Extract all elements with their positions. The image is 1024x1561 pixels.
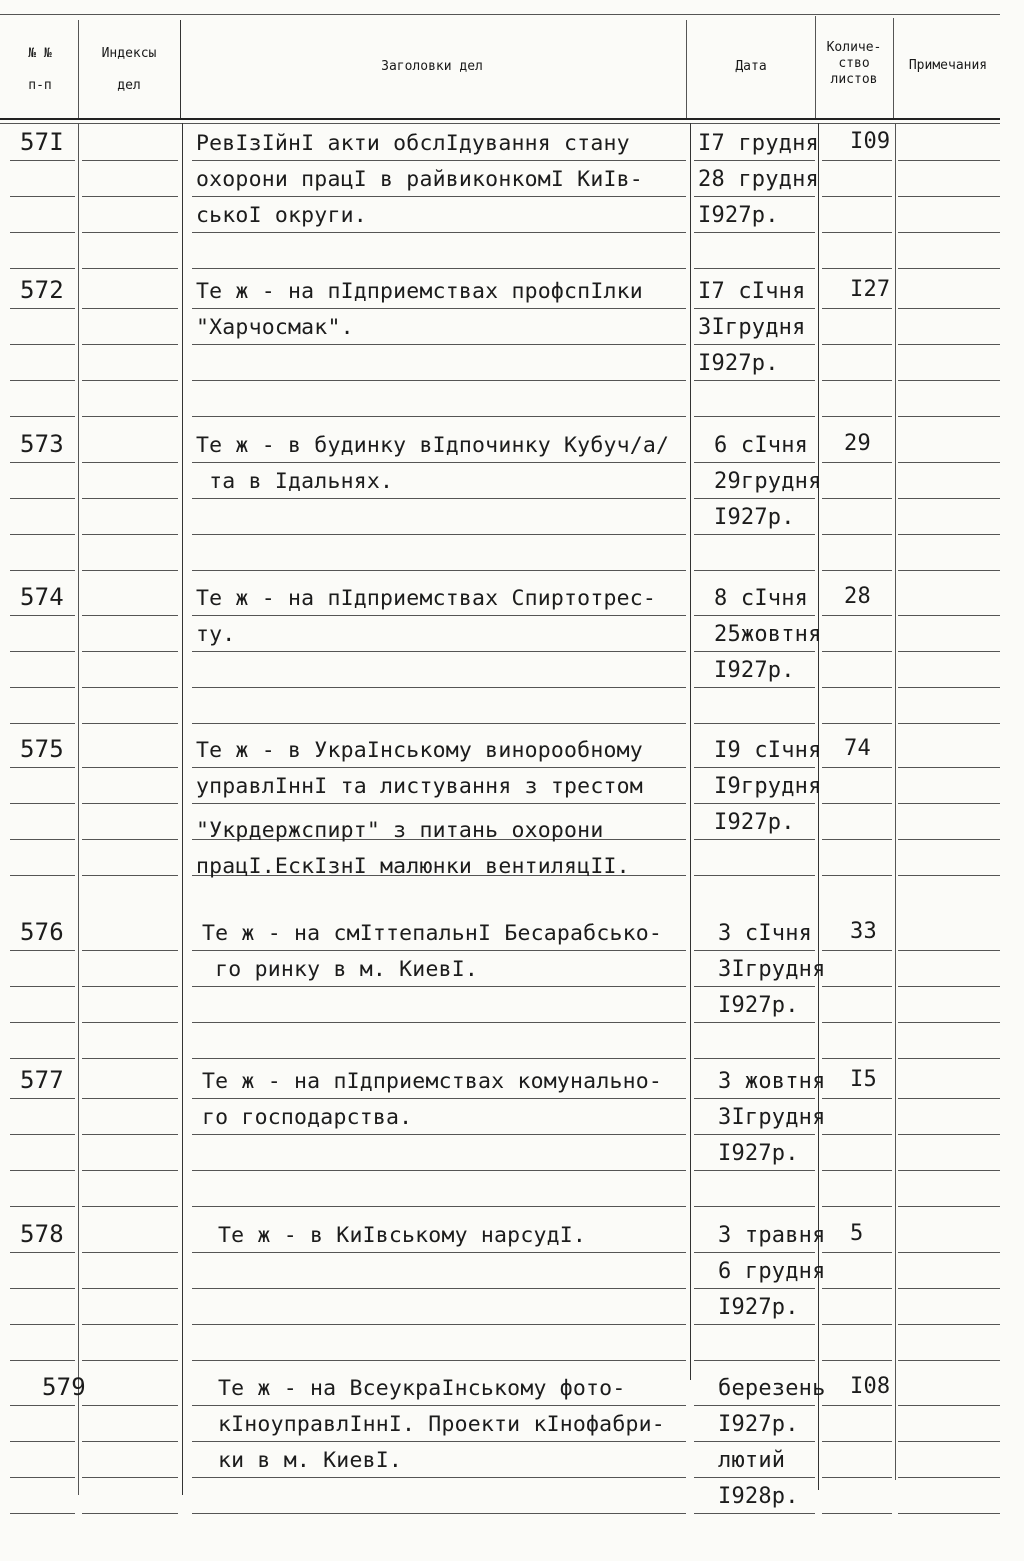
rule-line <box>10 344 75 345</box>
rule-line <box>898 1324 1000 1325</box>
rule-line <box>822 950 892 951</box>
entry-date-line: 3 травня <box>718 1223 826 1248</box>
entry-date-line: I927р. <box>698 203 779 228</box>
rule-line <box>10 1441 75 1442</box>
rule-line <box>822 232 892 233</box>
rule-line <box>822 1405 892 1406</box>
entry-title-line: Те ж - в будинку вIдпочинку Кубуч/а/ <box>196 433 670 458</box>
entry-number: 577 <box>20 1066 64 1094</box>
entry-sheet-count: 29 <box>844 431 871 456</box>
entry-title-line: Те ж - на смIттепальнI Бесарабсько- <box>202 921 663 946</box>
entry-date-line: 3 жовтня <box>718 1069 826 1094</box>
entry-title-line: Те ж - на ВсеукраIнському фото- <box>218 1376 626 1401</box>
rule-line <box>192 1360 686 1361</box>
header-num-line1: № № <box>28 46 52 61</box>
entry-date-line: I9 сIчня <box>714 738 822 763</box>
rule-line <box>822 875 892 876</box>
rule-line <box>10 268 75 269</box>
rule-line <box>694 1206 815 1207</box>
rule-line <box>192 1288 686 1289</box>
rule-line <box>694 1058 815 1059</box>
rule-line <box>898 839 1000 840</box>
header-num <box>4 45 76 95</box>
entry-title-line: го господарства. <box>202 1105 413 1130</box>
rule-line <box>10 1252 75 1253</box>
header-count-line1: Количе- <box>826 40 882 55</box>
header-count-line3: листов <box>830 72 878 87</box>
rule-line <box>898 196 1000 197</box>
entry-date-line: 25жовтня <box>714 622 822 647</box>
rule-line <box>192 534 686 535</box>
rule-line <box>898 416 1000 417</box>
entry-title-line: охорони працI в райвиконкомI КиIв- <box>196 167 643 192</box>
entry-date-line: 28 грудня <box>698 167 820 192</box>
entry-date-line: 3Iгрудня <box>698 315 806 340</box>
header-index-line2: дел <box>117 78 141 93</box>
entry-date-line: 6 грудня <box>718 1259 826 1284</box>
entry-sheet-count: 74 <box>844 736 871 761</box>
rule-line <box>82 462 178 463</box>
rule-line <box>82 160 178 161</box>
column-line <box>180 20 181 118</box>
rule-line <box>898 1170 1000 1171</box>
rule-line <box>10 723 75 724</box>
column-line <box>895 123 896 1480</box>
entry-number: 57I <box>20 128 64 156</box>
entry-title-line: "Харчосмак". <box>196 315 354 340</box>
rule-line <box>82 950 178 951</box>
entry-date-line: 6 сIчня <box>714 433 809 458</box>
rule-line <box>82 615 178 616</box>
rule-line <box>898 875 1000 876</box>
rule-line <box>82 767 178 768</box>
rule-line <box>192 570 686 571</box>
rule-line <box>10 803 75 804</box>
rule-line <box>10 687 75 688</box>
rule-line <box>82 1513 178 1514</box>
rule-line <box>10 1324 75 1325</box>
rule-line <box>82 380 178 381</box>
rule-line <box>10 196 75 197</box>
rule-line <box>822 462 892 463</box>
rule-line <box>822 767 892 768</box>
entry-date-line: I927р. <box>718 1295 799 1320</box>
rule-line <box>10 1288 75 1289</box>
rule-line <box>898 1098 1000 1099</box>
rule-line <box>82 498 178 499</box>
rule-line <box>10 462 75 463</box>
entry-number: 578 <box>20 1220 64 1248</box>
rule-line <box>898 570 1000 571</box>
rule-line <box>82 1134 178 1135</box>
entry-title-line: "Укрдержспирт" з питань охорони <box>196 818 604 843</box>
rule-line <box>898 687 1000 688</box>
rule-line <box>82 875 178 876</box>
rule-line <box>10 950 75 951</box>
rule-line <box>82 986 178 987</box>
rule-line <box>82 1405 178 1406</box>
rule-line <box>82 344 178 345</box>
entry-title-line: Те ж - в КиIвському нарсудI. <box>218 1223 587 1248</box>
rule-line <box>822 344 892 345</box>
entry-title-line: управлIннI та листування з трестом <box>196 774 643 799</box>
rule-line <box>898 268 1000 269</box>
entry-number: 579 <box>42 1373 86 1401</box>
rule-line <box>82 1324 178 1325</box>
rule-line <box>822 1206 892 1207</box>
rule-line <box>822 839 892 840</box>
rule-line <box>822 1477 892 1478</box>
rule-line <box>10 232 75 233</box>
rule-line <box>898 462 1000 463</box>
rule-line <box>898 232 1000 233</box>
rule-line <box>898 380 1000 381</box>
rule-line <box>822 160 892 161</box>
rule-line <box>82 651 178 652</box>
rule-line <box>82 232 178 233</box>
entry-date-line: I9грудня <box>714 774 822 799</box>
rule-line <box>898 1405 1000 1406</box>
rule-line <box>898 1134 1000 1135</box>
header-date: Дата <box>735 59 767 74</box>
entry-sheet-count: 33 <box>850 919 877 944</box>
rule-line <box>898 498 1000 499</box>
rule-line <box>82 416 178 417</box>
rule-line <box>10 1405 75 1406</box>
rule-line <box>192 1022 686 1023</box>
rule-line <box>822 1252 892 1253</box>
entry-date-line: лютий <box>718 1448 786 1473</box>
rule-line <box>82 1098 178 1099</box>
rule-line <box>898 651 1000 652</box>
rule-line <box>10 570 75 571</box>
rule-line <box>898 308 1000 309</box>
rule-line <box>898 803 1000 804</box>
rule-line <box>898 534 1000 535</box>
rule-line <box>10 651 75 652</box>
rule-line <box>10 1360 75 1361</box>
rule-line <box>82 268 178 269</box>
rule-line <box>822 986 892 987</box>
rule-line <box>822 723 892 724</box>
rule-line <box>82 803 178 804</box>
rule-line <box>82 1441 178 1442</box>
column-line <box>690 123 691 1380</box>
rule-line <box>898 160 1000 161</box>
entry-title-line: працI.ЕскIзнI малюнки вентиляцII. <box>196 854 630 879</box>
rule-line <box>0 14 1000 15</box>
rule-line <box>192 1513 686 1514</box>
entry-date-line: I927р. <box>718 993 799 1018</box>
entry-sheet-count: 28 <box>844 584 871 609</box>
rule-line <box>822 416 892 417</box>
entry-number: 573 <box>20 430 64 458</box>
rule-line <box>822 308 892 309</box>
header-num-line2: п-п <box>28 78 52 93</box>
rule-line <box>10 1206 75 1207</box>
entry-title-line: Те ж - в УкраIнському винорообному <box>196 738 643 763</box>
entry-number: 574 <box>20 583 64 611</box>
rule-line <box>898 615 1000 616</box>
rule-line <box>822 1058 892 1059</box>
entry-sheet-count: I5 <box>850 1067 877 1092</box>
entry-number: 575 <box>20 735 64 763</box>
column-line <box>182 123 183 1495</box>
entry-date-line: березень <box>718 1376 826 1401</box>
rule-line <box>82 308 178 309</box>
entry-title-line: ки в м. КиевI. <box>218 1448 403 1473</box>
entry-date-line: I927р. <box>718 1412 799 1437</box>
entry-date-line: 8 сIчня <box>714 586 809 611</box>
rule-line <box>192 651 686 652</box>
rule-line <box>10 1170 75 1171</box>
rule-line <box>10 416 75 417</box>
rule-line <box>898 1058 1000 1059</box>
rule-line <box>10 986 75 987</box>
entry-date-line: I927р. <box>718 1141 799 1166</box>
rule-line <box>822 687 892 688</box>
rule-line <box>82 1022 178 1023</box>
rule-line <box>10 160 75 161</box>
column-line <box>78 20 79 118</box>
rule-line <box>898 723 1000 724</box>
rule-line <box>192 416 686 417</box>
rule-line <box>898 1513 1000 1514</box>
rule-line <box>10 308 75 309</box>
entry-date-line: 3Iгрудня <box>718 1105 826 1130</box>
rule-line <box>694 416 815 417</box>
rule-line <box>898 344 1000 345</box>
rule-line <box>10 1058 75 1059</box>
entry-sheet-count: I08 <box>850 1374 891 1399</box>
rule-line <box>822 1022 892 1023</box>
rule-line <box>82 1206 178 1207</box>
rule-line <box>898 986 1000 987</box>
rule-line <box>822 1513 892 1514</box>
rule-line <box>10 1134 75 1135</box>
rule-line <box>82 1058 178 1059</box>
header-count-line2: ство <box>838 56 870 71</box>
rule-line <box>0 118 1000 120</box>
rule-line <box>82 1170 178 1171</box>
entry-title-line: Те ж - на пIдприемствах Спиртотрес- <box>196 586 657 611</box>
rule-line <box>822 380 892 381</box>
entry-title-line: ськоI округи. <box>196 203 367 228</box>
column-line <box>78 123 79 1495</box>
rule-line <box>82 1477 178 1478</box>
rule-line <box>694 268 815 269</box>
rule-line <box>10 875 75 876</box>
rule-line <box>694 875 815 876</box>
rule-line <box>822 196 892 197</box>
rule-line <box>898 1441 1000 1442</box>
rule-line <box>822 534 892 535</box>
entry-title-line: го ринку в м. КиевI. <box>202 957 479 982</box>
entry-title-line: кIноуправлIннI. Проекти кIнофабри- <box>218 1412 665 1437</box>
rule-line <box>10 839 75 840</box>
entry-date-line: I927р. <box>698 351 779 376</box>
rule-line <box>822 570 892 571</box>
rule-line <box>898 1288 1000 1289</box>
rule-line <box>10 380 75 381</box>
rule-line <box>82 570 178 571</box>
rule-line <box>10 1513 75 1514</box>
entry-date-line: I7 сIчня <box>698 279 806 304</box>
rule-line <box>898 950 1000 951</box>
rule-line <box>10 1477 75 1478</box>
entry-title-line: ту. <box>196 622 236 647</box>
rule-line <box>898 1022 1000 1023</box>
rule-line <box>82 196 178 197</box>
entry-title-line: Те ж - на пIдприемствах профспIлки <box>196 279 643 304</box>
rule-line <box>10 767 75 768</box>
rule-line <box>898 1252 1000 1253</box>
rule-line <box>898 1477 1000 1478</box>
rule-line <box>192 1324 686 1325</box>
rule-line <box>822 1134 892 1135</box>
rule-line <box>822 615 892 616</box>
header-index-line1: Индексы <box>101 46 157 61</box>
entry-date-line: I7 грудня <box>698 131 820 156</box>
header-titles: Заголовки дел <box>381 59 483 74</box>
header-index <box>80 45 178 95</box>
entry-date-line: I927р. <box>714 658 795 683</box>
entry-date-line: 3Iгрудня <box>718 957 826 982</box>
entry-date-line: 3 сIчня <box>718 921 813 946</box>
rule-line <box>822 803 892 804</box>
rule-line <box>822 1441 892 1442</box>
column-line <box>686 20 687 118</box>
rule-line <box>898 1360 1000 1361</box>
rule-line <box>192 1058 686 1059</box>
rule-line <box>822 1360 892 1361</box>
rule-line <box>192 1170 686 1171</box>
entry-date-line: I928р. <box>718 1484 799 1509</box>
rule-line <box>898 1206 1000 1207</box>
rule-line <box>822 268 892 269</box>
rule-line <box>82 687 178 688</box>
entry-date-line: 29грудня <box>714 469 822 494</box>
rule-line <box>192 723 686 724</box>
rule-line <box>82 1360 178 1361</box>
rule-line <box>192 380 686 381</box>
rule-line <box>82 839 178 840</box>
rule-line <box>822 1098 892 1099</box>
rule-line <box>192 1206 686 1207</box>
rule-line <box>822 1324 892 1325</box>
entry-title-line: та в Iдальнях. <box>196 469 394 494</box>
rule-line <box>10 534 75 535</box>
rule-line <box>10 1022 75 1023</box>
rule-line <box>10 615 75 616</box>
rule-line <box>10 1098 75 1099</box>
rule-line <box>10 498 75 499</box>
entry-sheet-count: I09 <box>850 129 891 154</box>
rule-line <box>694 723 815 724</box>
rule-line <box>822 651 892 652</box>
header-count <box>814 40 894 88</box>
rule-line <box>82 723 178 724</box>
rule-line <box>82 1288 178 1289</box>
entry-title-line: Те ж - на пIдприемствах комунально- <box>202 1069 663 1094</box>
rule-line <box>82 534 178 535</box>
rule-line <box>898 767 1000 768</box>
entry-sheet-count: 5 <box>850 1221 864 1246</box>
rule-line <box>822 498 892 499</box>
rule-line <box>822 1288 892 1289</box>
entry-sheet-count: I27 <box>850 277 891 302</box>
rule-line <box>822 1170 892 1171</box>
entry-number: 576 <box>20 918 64 946</box>
entry-date-line: I927р. <box>714 505 795 530</box>
rule-line <box>694 1360 815 1361</box>
header-notes: Примечания <box>908 58 988 73</box>
rule-line <box>694 570 815 571</box>
entry-number: 572 <box>20 276 64 304</box>
entry-title-line: РевIзIйнI акти обслIдування стану <box>196 131 630 156</box>
rule-line <box>192 268 686 269</box>
rule-line <box>192 687 686 688</box>
entry-date-line: I927р. <box>714 810 795 835</box>
rule-line <box>82 1252 178 1253</box>
